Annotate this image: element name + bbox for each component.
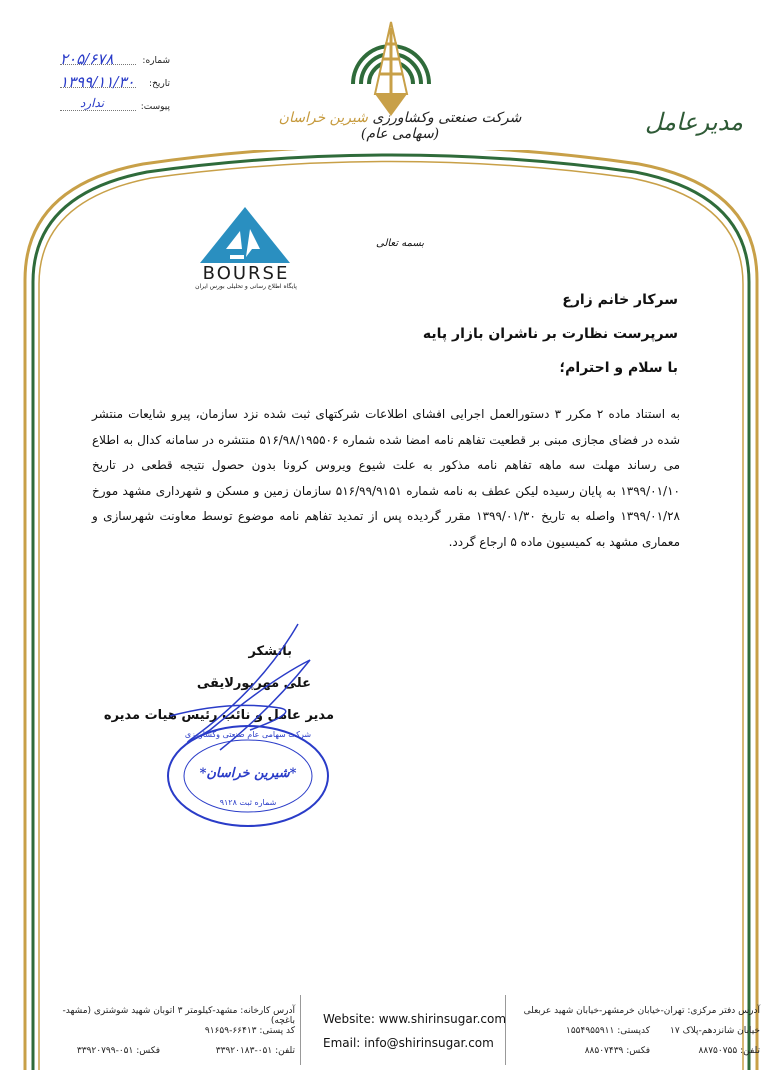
footer-divider (300, 995, 301, 1065)
meta-date-label: تاریخ: (149, 79, 170, 89)
footer-office-phone: تلفن: ۸۸۷۵۰۷۵۵ (698, 1046, 760, 1056)
company-stamp (164, 722, 332, 830)
footer-office-address: آدرس دفتر مرکزی: تهران-خیابان خرمشهر-خیابان شهید عربعلی (523, 1006, 760, 1016)
bourse-logo-subtitle: پایگاه اطلاع رسانی و تحلیلی بورس ایران (195, 283, 297, 290)
footer-website[interactable]: Website: www.shirinsugar.com (323, 1012, 507, 1026)
footer-factory-postal: کد پستی: ۶۶۴۱۳-۹۱۶۵۹ (204, 1026, 295, 1036)
meta-dots (60, 110, 136, 111)
footer-office-fax: فکس: ۸۸۵۰۷۴۳۹ (584, 1046, 650, 1056)
meta-date-value: ۱۳۹۹/۱۱/۳۰ (60, 73, 135, 91)
company-prefix: شرکت صنعتی وکشاورزی (372, 110, 522, 126)
footer-factory-fax: فکس: ۰۵۱-۳۳۹۲۰۷۹۹ (76, 1046, 160, 1056)
company-logo-icon (345, 4, 437, 124)
letter-body: به استناد ماده ۲ مکرر ۳ دستورالعمل اجرایی افشای اطلاعات شرکتهای ثبت شده نزد سازمان، پیرو شایعات منتشر شده در فضای مجازی مبنی بر قطعیت تفاهم نامه امضا شده شماره ۵۱۶/۹۸/۱۹۵۵۰۶ منتشره در سامانه کدال به اطلاع می رساند مهلت سه ماهه تفاهم نامه مذکور به علت شیوع ویروس کرونا بدون حصول نتیجه قطعی در تاریخ ۱۳۹۹/۰۱/۱۰ به پایان رسیده لیکن عطف به نامه شماره ۵۱۶/۹۹/۹۱۵۱ سازمان زمین و مسکن و شهرداری مشهد مورخ ۱۳۹۹/۰۱/۲۸ واصله به تاریخ ۱۳۹۹/۰۱/۳۰ مقرر گردیده پس از تمدید تفاهم نامه موضوع توسط معاونت شهرسازی و معماری مشهد به کمیسیون ماده ۵ ارجاع گردد. (92, 407, 681, 549)
footer-factory-address: آدرس کارخانه: مشهد-کیلومتر ۳ اتوبان شهید شوشتری (مشهد-باغچه) (62, 1006, 295, 1026)
footer-divider (505, 995, 506, 1065)
bourse-logo-word: BOURSE (202, 263, 290, 284)
greeting: با سلام و احترام؛ (559, 360, 678, 376)
meta-attachment-label: پیوست: (140, 102, 170, 112)
recipient-name: سرکار خانم زارع (562, 292, 678, 308)
closing: باتشکر (248, 644, 292, 659)
ceo-title: مدیرعامل (645, 108, 744, 136)
footer-office-address2: خیابان شانزدهم-پلاک ۱۷ (670, 1026, 760, 1036)
meta-number-value: ۲۰۵/۶۷۸ (60, 50, 114, 68)
meta-attachment-value: ندارد (80, 96, 105, 110)
recipient-title: سرپرست نظارت بر ناشران بازار پایه (422, 326, 678, 342)
company-name (270, 110, 530, 142)
stamp-reg: شماره ثبت ۹۱۲۸ (219, 798, 277, 807)
stamp-top-text: شرکت سهامی عام صنعتی وکشاورزی (184, 730, 312, 739)
meta-number-row (60, 52, 170, 75)
letter-meta (60, 52, 170, 121)
footer-factory-phone: تلفن: ۰۵۱-۳۳۹۲۰۱۸۳ (215, 1046, 295, 1056)
signer-name: علی مهرپورلایقی (196, 676, 311, 691)
meta-date-row (60, 75, 170, 98)
meta-attachment-row (60, 98, 170, 121)
basmala: بسمه تعالی (376, 238, 425, 249)
stamp-brand: *شیرین خراسان* (199, 766, 297, 781)
footer-email[interactable]: Email: info@shirinsugar.com (323, 1036, 494, 1050)
signer-title: مدیر عامل و نائب رئیس هیات مدیره (103, 708, 334, 723)
meta-number-label: شماره: (142, 56, 170, 66)
page-frame (23, 150, 759, 1070)
company-brand: شیرین خراسان (278, 110, 368, 126)
company-suffix: (سهامی عام) (360, 126, 440, 142)
footer-office-postal: کدپستی: ۱۵۵۴۹۵۵۹۱۱ (566, 1026, 650, 1036)
